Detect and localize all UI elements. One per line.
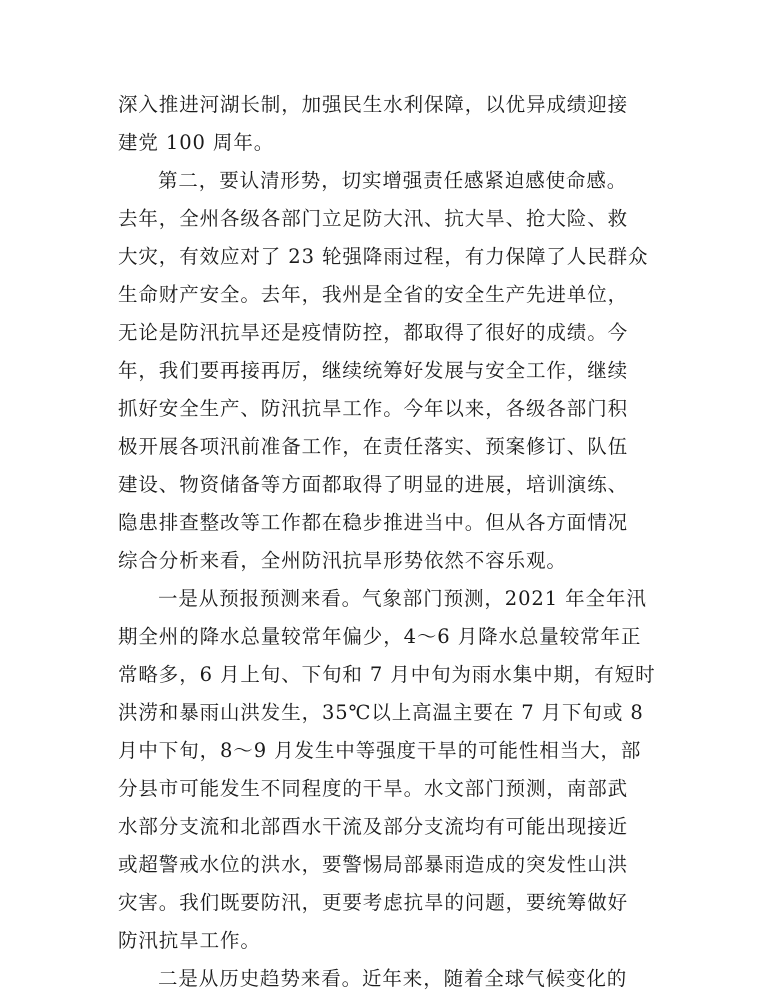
text-line: 防汛抗旱工作。 [118,929,261,952]
text-line: 洪涝和暴雨山洪发生，35℃以上高温主要在 7 月下旬或 8 [118,701,644,724]
text-line: 大灾，有效应对了 23 轮强降雨过程，有力保障了人民群众 [118,245,649,268]
text-line: 深入推进河湖长制，加强民生水利保障，以优异成绩迎接 [118,93,629,116]
text-line: 灾害。我们既要防汛，更要考虑抗旱的问题，要统筹做好 [118,891,629,914]
text-line: 综合分析来看，全州防汛抗旱形势依然不容乐观。 [118,549,567,572]
paragraph-start-line: 第二，要认清形势，切实增强责任感紧迫感使命感。 [158,169,628,192]
text-line: 建党 100 周年。 [118,131,275,154]
text-line: 年，我们要再接再厉，继续统筹好发展与安全工作，继续 [118,359,629,382]
text-line: 期全州的降水总量较常年偏少，4～6 月降水总量较常年正 [118,625,642,648]
text-line: 常略多，6 月上旬、下旬和 7 月中旬为雨水集中期，有短时 [118,663,656,686]
text-line: 或超警戒水位的洪水，要警惕局部暴雨造成的突发性山洪 [118,853,629,876]
text-line: 水部分支流和北部酉水干流及部分支流均有可能出现接近 [118,815,629,838]
text-line: 隐患排查整改等工作都在稳步推进当中。但从各方面情况 [118,511,629,534]
text-line: 去年，全州各级各部门立足防大汛、抗大旱、抢大险、救 [118,207,629,230]
text-line: 生命财产安全。去年，我州是全省的安全生产先进单位， [118,283,629,306]
paragraph-start-line: 二是从历史趋势来看。近年来，随着全球气候变化的 [158,967,628,990]
text-line: 无论是防汛抗旱还是疫情防控，都取得了很好的成绩。今 [118,321,629,344]
paragraph-start-line: 一是从预报预测来看。气象部门预测，2021 年全年汛 [158,587,647,610]
text-line: 建设、物资储备等方面都取得了明显的进展，培训演练、 [118,473,629,496]
text-line: 抓好安全生产、防汛抗旱工作。今年以来，各级各部门积 [118,397,629,420]
text-line: 月中下旬，8～9 月发生中等强度干旱的可能性相当大，部 [118,739,642,762]
text-line: 分县市可能发生不同程度的干旱。水文部门预测，南部武 [118,777,629,800]
text-line: 极开展各项汛前准备工作，在责任落实、预案修订、队伍 [118,435,629,458]
